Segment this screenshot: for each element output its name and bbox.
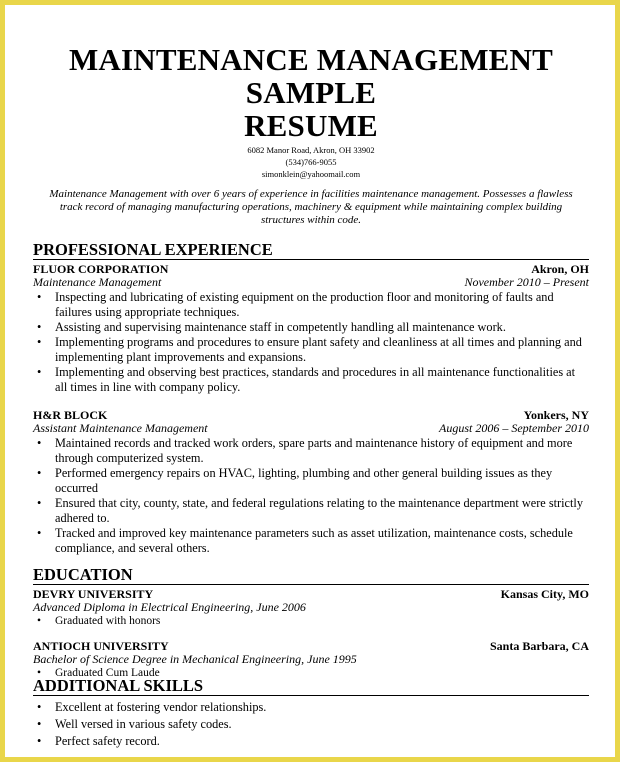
skills-list [33, 699, 589, 750]
summary: Maintenance Management with over 6 years of experience in facilities maintenance management. Possesses a flawless track record of managing manufacturing operations, machinery & equipment while maintaining complex building structures within code. [49, 188, 573, 226]
list-item: • Perfect safety record. [33, 733, 589, 750]
job-dates: August 2006 – September 2010 [439, 421, 589, 435]
list-item: • Ensured that city, county, state, and federal regulations relating to the maintenance department were strictly adhered to. [33, 496, 589, 526]
list-item: • Excellent at fostering vendor relationships. [33, 699, 589, 716]
company-location: Yonkers, NY [523, 408, 589, 422]
job-bullets [33, 436, 589, 556]
list-item: • Inspecting and lubricating of existing equipment on the production floor and monitoring of faults and failures using appropriate techniques. [33, 290, 589, 320]
title-line-2: RESUME [244, 108, 378, 143]
address: 6082 Manor Road, Akron, OH 33902 [247, 145, 375, 155]
job-dates: November 2010 – Present [464, 275, 589, 289]
list-item: • Assisting and supervising maintenance staff in competently handling all maintenance work. [33, 320, 589, 335]
email: simonklein@yahoomail.com [261, 169, 361, 179]
company-name: FLUOR CORPORATION [33, 262, 169, 276]
degree: Advanced Diploma in Electrical Engineering, June 2006 [33, 600, 306, 614]
job-entry-1 [33, 262, 589, 395]
job-entry-2 [33, 408, 589, 556]
company-name: H&R BLOCK [33, 408, 108, 422]
school-entry-2 [33, 639, 589, 680]
list-item: • Maintained records and tracked work orders, spare parts and maintenance history of equipment and more through computerized system. [33, 436, 589, 466]
school-notes [33, 667, 589, 680]
list-item: • Well versed in various safety codes. [33, 716, 589, 733]
resume-title [33, 43, 589, 142]
resume-content [33, 43, 589, 750]
resume-page [5, 5, 615, 757]
school-notes [33, 615, 589, 628]
job-title: Assistant Maintenance Management [33, 421, 208, 435]
school-location: Kansas City, MO [500, 587, 589, 601]
school-name: DEVRY UNIVERSITY [33, 587, 154, 601]
section-heading-skills: ADDITIONAL SKILLS [33, 677, 589, 696]
section-heading-experience: PROFESSIONAL EXPERIENCE [33, 241, 589, 260]
school-location: Santa Barbara, CA [489, 639, 589, 653]
list-item: • Tracked and improved key maintenance parameters such as asset utilization, maintenance costs, schedule compliance, and several others. [33, 526, 589, 556]
list-item: • Performed emergency repairs on HVAC, lighting, plumbing and other general building issues as they occurred [33, 466, 589, 496]
job-bullets [33, 290, 589, 395]
contact-info [33, 144, 589, 180]
job-title: Maintenance Management [33, 275, 162, 289]
degree: Bachelor of Science Degree in Mechanical Engineering, June 1995 [33, 652, 357, 666]
list-item: • Implementing programs and procedures to ensure plant safety and cleanliness at all times and planning and implementing plant improvements and expansions. [33, 335, 589, 365]
list-item: • Graduated Cum Laude [33, 667, 589, 680]
list-item: • Implementing and observing best practices, standards and procedures in all maintenance functionalities at all times in line with company policy. [33, 365, 589, 395]
school-name: ANTIOCH UNIVERSITY [33, 639, 169, 653]
title-line-1: MAINTENANCE MANAGEMENT SAMPLE [68, 42, 554, 110]
company-location: Akron, OH [531, 262, 589, 276]
school-entry-1 [33, 587, 589, 628]
phone: (534)766-9055 [285, 157, 337, 167]
section-heading-education: EDUCATION [33, 566, 589, 585]
list-item: • Graduated with honors [33, 615, 589, 628]
